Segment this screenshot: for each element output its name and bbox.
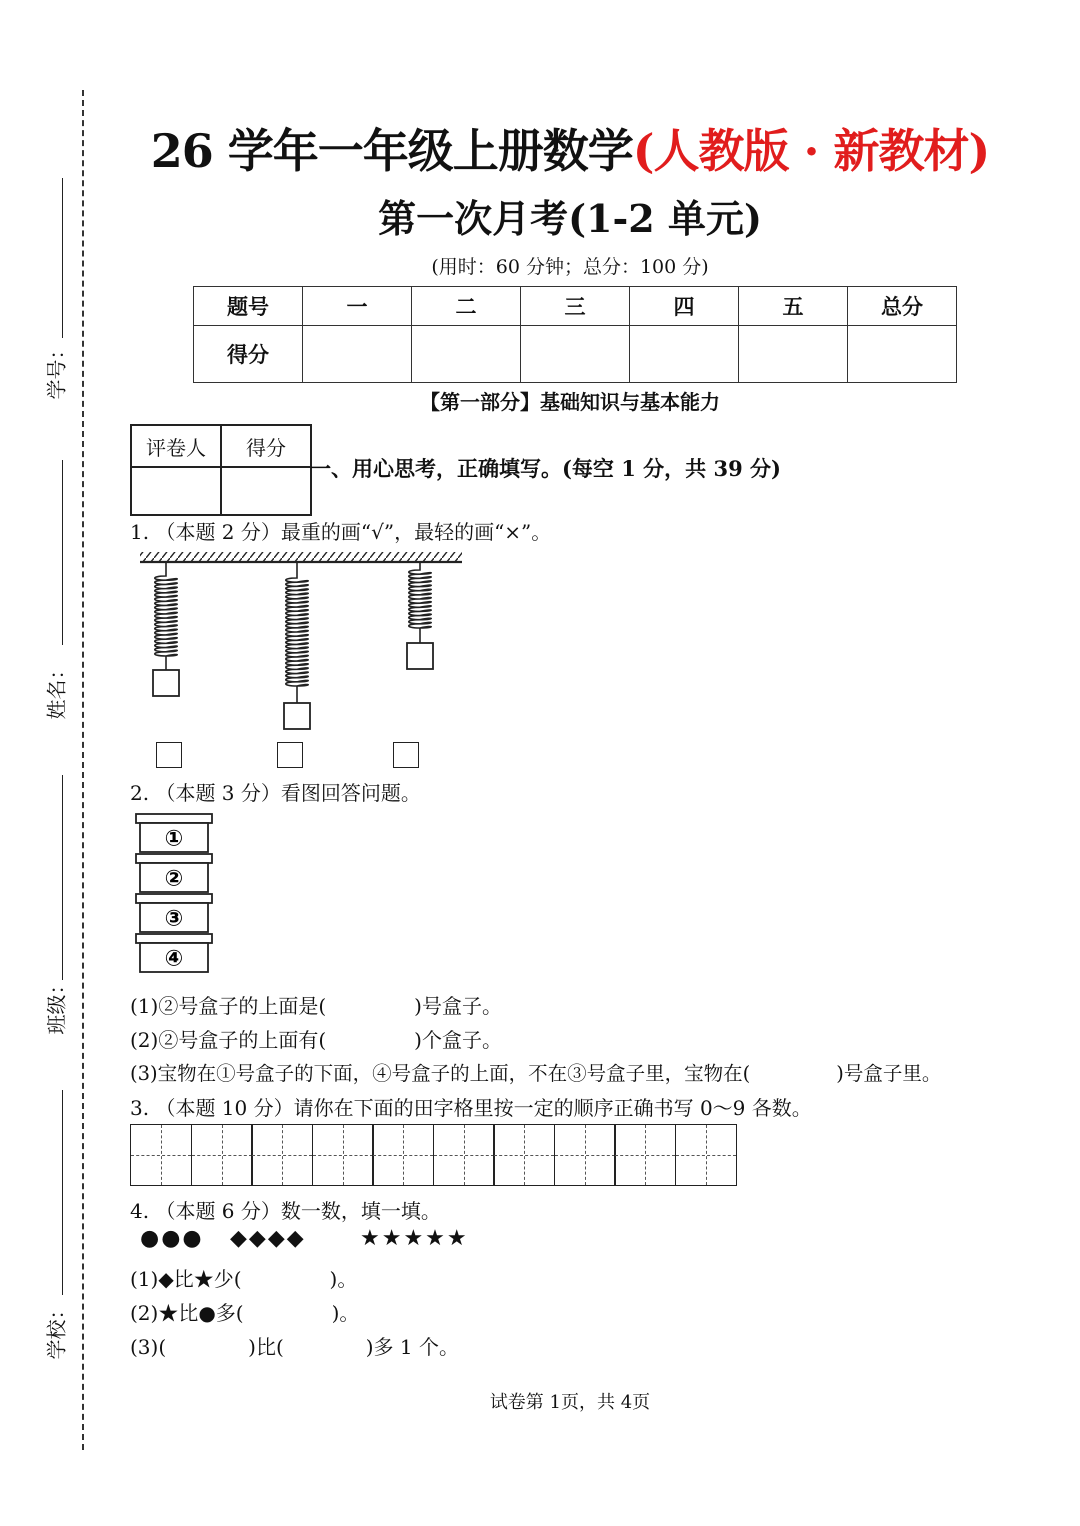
tian-grid-cell[interactable] (493, 1124, 555, 1186)
name-label: 姓名： (44, 659, 69, 720)
box-number-label: ④ (164, 946, 184, 972)
tian-grid-cell[interactable] (130, 1124, 192, 1186)
score-row-label: 得分 (194, 326, 303, 383)
grid-guide-horizontal (555, 1155, 615, 1156)
grader-reviewer-label: 评卷人 (131, 425, 221, 467)
q2-sub2-after: )个盒子。 (414, 1028, 502, 1052)
ceiling-hatch (140, 552, 462, 562)
q2-sub3-after: )号盒子里。 (836, 1062, 942, 1085)
q2-sub3 (130, 1058, 941, 1086)
score-header-cell: 总分 (848, 287, 957, 326)
q4-sub1-after: )。 (329, 1267, 358, 1291)
student-id-field[interactable] (40, 170, 70, 420)
grader-score-label: 得分 (221, 425, 311, 467)
exam-title-edition: (人教版 · 新教材) (632, 124, 990, 178)
spring-2 (286, 562, 309, 703)
q1-answer-box-2[interactable] (277, 742, 303, 768)
name-rule (62, 460, 63, 645)
score-header-cell: 三 (521, 287, 630, 326)
box-number-label: ① (164, 826, 184, 852)
box-number-label: ③ (164, 906, 184, 932)
school-field[interactable] (40, 1090, 70, 1360)
part1-heading: 一、用心思考，正确填写。(每空 1 分，共 39 分) (310, 456, 781, 481)
q1-text: 1. （本题 2 分）最重的画“√”，最轻的画“×”。 (130, 520, 552, 544)
box-lid-4 (136, 934, 212, 943)
grader-score-input[interactable] (221, 467, 311, 515)
grader-reviewer-input[interactable] (131, 467, 221, 515)
score-input-cell[interactable] (848, 326, 957, 383)
tian-grid-cell[interactable] (614, 1124, 676, 1186)
q4-sub2-before: (2)★比●多( (130, 1301, 244, 1325)
grid-guide-horizontal (252, 1155, 312, 1156)
q2-sub2-before: (2)②号盒子的上面有( (130, 1028, 327, 1052)
q2-sub2 (130, 1024, 502, 1053)
tian-grid-cell[interactable] (251, 1124, 313, 1186)
q4-sub3-after: )多 1 个。 (365, 1335, 459, 1359)
binding-dashed-line (82, 90, 84, 1450)
q3-text: 3. （本题 10 分）请你在下面的田字格里按一定的顺序正确书写 0～9 各数。 (130, 1096, 812, 1120)
grader-box (130, 424, 312, 516)
spring-1 (155, 562, 178, 670)
exam-title-main: 26 学年一年级上册数学 (150, 124, 633, 178)
score-header-cell: 五 (739, 287, 848, 326)
grid-guide-horizontal (373, 1155, 433, 1156)
springs-figure (130, 548, 470, 738)
q4-sub2-after: )。 (331, 1301, 360, 1325)
tian-grid-cell[interactable] (191, 1124, 253, 1186)
student-id-rule (62, 178, 63, 338)
q4-dots: ●●● (140, 1226, 204, 1251)
weight-box-2 (284, 703, 310, 729)
tian-grid-cell[interactable] (312, 1124, 374, 1186)
box-lid-3 (136, 894, 212, 903)
weight-box-3 (407, 643, 433, 669)
score-input-cell[interactable] (521, 326, 630, 383)
tian-grid-cell[interactable] (675, 1124, 737, 1186)
class-rule (62, 775, 63, 980)
q2-text: 2. （本题 3 分）看图回答问题。 (130, 781, 421, 805)
stacked-boxes-figure (130, 810, 220, 982)
score-input-cell[interactable] (739, 326, 848, 383)
score-input-cell[interactable] (630, 326, 739, 383)
tian-grid-cell[interactable] (554, 1124, 616, 1186)
q2-sub1 (130, 990, 502, 1019)
q4-sub3-middle: )比( (248, 1335, 284, 1359)
q4-sub1 (130, 1263, 357, 1292)
time-info: (用时：60 分钟；总分：100 分) (431, 256, 709, 278)
grid-guide-horizontal (494, 1155, 554, 1156)
q2-sub1-before: (1)②号盒子的上面是( (130, 994, 327, 1018)
page-footer: 试卷第 1页，共 4页 (489, 1392, 651, 1413)
weight-box-1 (153, 670, 179, 696)
box-lid-1 (136, 814, 212, 823)
q2-sub3-before: (3)宝物在①号盒子的下面，④号盒子的上面，不在③号盒子里，宝物在( (130, 1062, 751, 1085)
score-input-cell[interactable] (303, 326, 412, 383)
tian-grid-cell[interactable] (433, 1124, 495, 1186)
q1-answer-box-3[interactable] (393, 742, 419, 768)
exam-subtitle: 第一次月考(1-2 单元) (378, 196, 762, 241)
class-label: 班级： (44, 974, 69, 1035)
name-field[interactable] (40, 460, 70, 730)
grid-guide-horizontal (131, 1155, 191, 1156)
exam-title (100, 115, 1040, 181)
score-header-cell: 二 (412, 287, 521, 326)
grid-guide-horizontal (192, 1155, 252, 1156)
q4-stars: ★★★★★ (360, 1226, 469, 1251)
grid-guide-horizontal (615, 1155, 675, 1156)
grid-guide-horizontal (434, 1155, 494, 1156)
q4-text: 4. （本题 6 分）数一数，填一填。 (130, 1199, 441, 1223)
tian-grid (130, 1124, 737, 1186)
grid-guide-horizontal (313, 1155, 373, 1156)
q4-sub3-before: (3)( (130, 1335, 167, 1359)
q4-sub3 (130, 1331, 459, 1360)
score-header-cell: 一 (303, 287, 412, 326)
class-field[interactable] (40, 775, 70, 1045)
school-label: 学校： (44, 1299, 69, 1360)
score-table (193, 286, 957, 383)
student-id-label: 学号： (44, 339, 69, 400)
q1-answer-box-1[interactable] (156, 742, 182, 768)
box-lid-2 (136, 854, 212, 863)
q4-diamonds: ◆◆◆◆ (230, 1226, 306, 1251)
tian-grid-cell[interactable] (372, 1124, 434, 1186)
section-title: 【第一部分】基础知识与基本能力 (420, 390, 720, 414)
grid-guide-horizontal (676, 1155, 736, 1156)
q4-sub1-before: (1)◆比★少( (130, 1267, 242, 1291)
score-header-cell: 题号 (194, 287, 303, 326)
spring-3 (409, 562, 432, 643)
score-header-cell: 四 (630, 287, 739, 326)
q4-sub2 (130, 1297, 359, 1326)
school-rule (62, 1090, 63, 1295)
score-input-cell[interactable] (412, 326, 521, 383)
q2-sub1-after: )号盒子。 (414, 994, 502, 1018)
box-number-label: ② (164, 866, 184, 892)
